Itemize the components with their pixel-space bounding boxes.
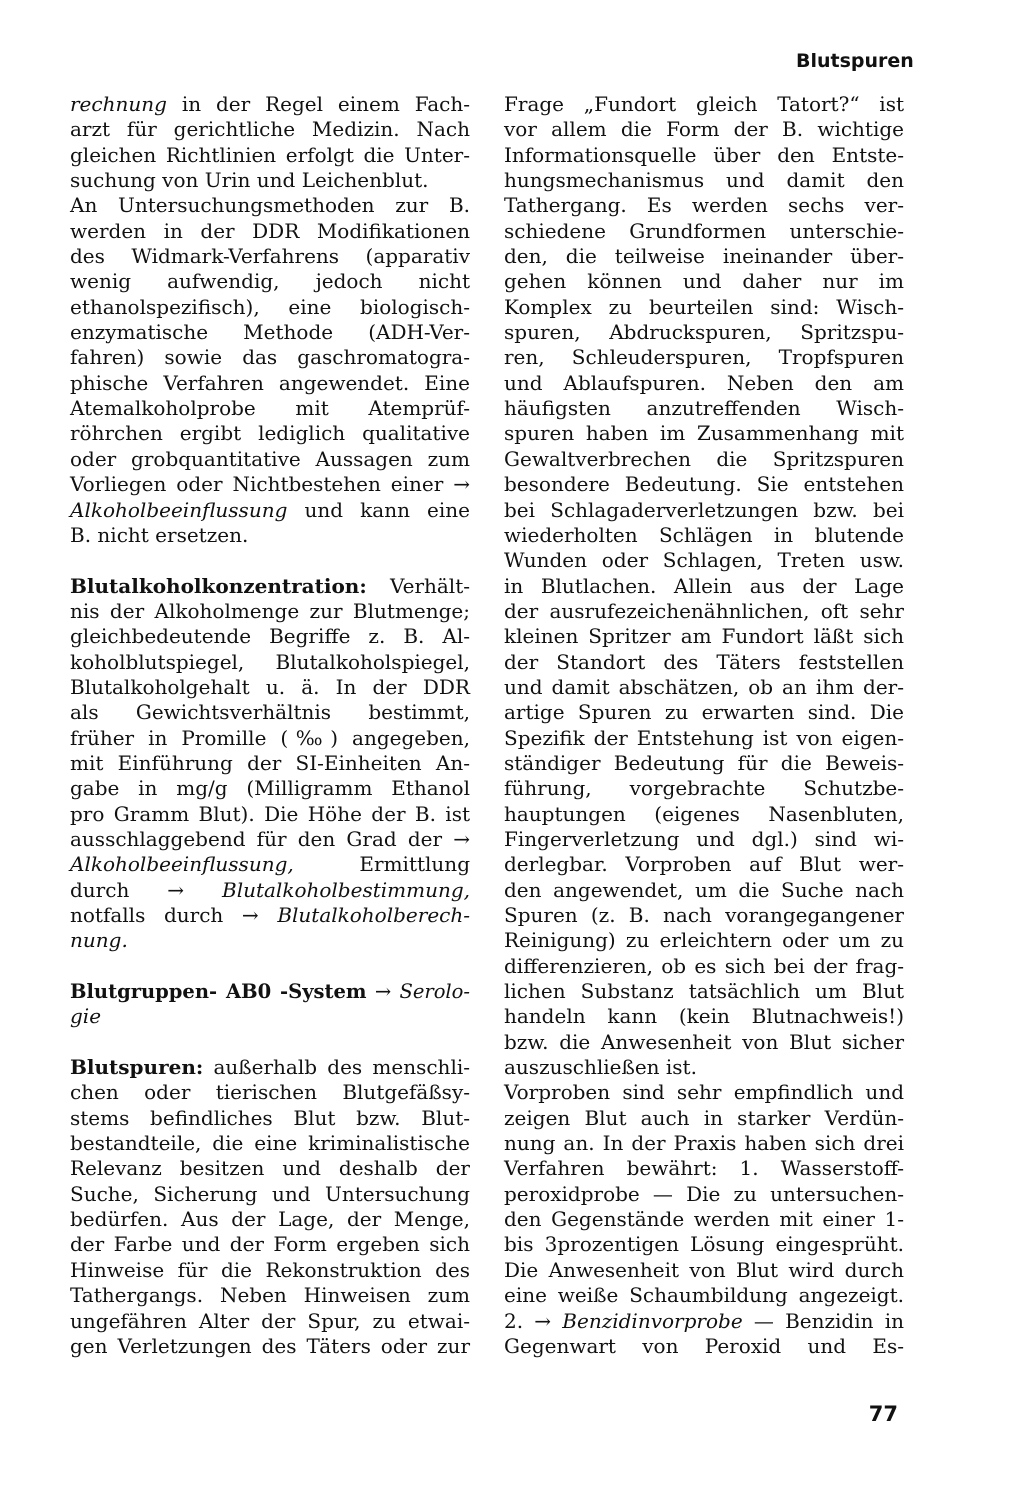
cross-reference[interactable]: Benzidinvorprobe <box>562 1308 743 1333</box>
cross-reference[interactable]: Serolo- <box>399 980 470 1004</box>
text-line: Frage „Fundort gleich Tatort?“ ist <box>504 92 904 116</box>
text-line: spuren haben im Zusammenhang mit <box>504 421 904 446</box>
text-line: peroxidprobe — Die zu untersuchen- <box>504 1181 904 1206</box>
text-line: Spuren (z. B. nach vorangegangener <box>504 903 904 927</box>
text-line: Reinigung) zu erleichtern oder um zu <box>504 928 904 953</box>
text-line: Gewaltverbrechen die Spritzspuren <box>504 446 904 471</box>
text-line <box>70 928 470 953</box>
text-line: Atemalkoholprobe mit Atemprüf- <box>70 396 470 421</box>
cross-reference[interactable]: Blutalkoholberech- <box>277 903 470 927</box>
entry-term: Blutalkoholkonzentration: <box>70 573 367 598</box>
text-line: als Gewichtsverhältnis bestimmt, <box>70 700 470 725</box>
text-line: artige Spuren zu erwarten sind. Die <box>504 700 904 725</box>
text-line: Relevanz besitzen und deshalb der <box>70 1156 470 1181</box>
text-line: gen Verletzungen des Täters oder zur <box>70 1333 470 1358</box>
text-line: Suche, Sicherung und Untersuchung <box>70 1181 470 1206</box>
text-line: hungsmechanismus und damit den <box>504 168 904 193</box>
text-line: besondere Bedeutung. Sie entstehen <box>504 472 904 497</box>
text-line: An Untersuchungsmethoden zur B. <box>70 193 470 218</box>
text-line: Tathergang. Es werden sechs ver- <box>504 193 904 218</box>
text-line: wiederholten Schlägen in blutende <box>504 522 904 547</box>
text-line: röhrchen ergibt lediglich qualitative <box>70 421 470 446</box>
italic-reference: rechnung <box>70 92 167 116</box>
text-line: führung, vorgebrachte Schutzbe- <box>504 776 904 801</box>
text-line: Spezifik der Entstehung ist von eigen- <box>504 725 904 750</box>
text-line: auszuschließen ist. <box>504 1055 697 1080</box>
text-line: stems befindliches Blut bzw. Blut- <box>70 1105 470 1130</box>
text-line: ungefähren Alter der Spur, zu etwai- <box>70 1308 470 1333</box>
cross-reference[interactable]: Alkoholbeeinflussung, <box>70 852 294 877</box>
text-line: Verfahren bewährt: 1. Wasserstoff- <box>504 1156 904 1181</box>
text-line: kleinen Spritzer am Fundort läßt sich <box>504 624 904 649</box>
text-line: mit Einführung der SI-Einheiten An- <box>70 750 470 775</box>
text-line: vor allem die Form der B. wichtige <box>504 117 904 142</box>
text-line: bestandteile, die eine kriminalistische <box>70 1131 470 1156</box>
text-line: chen oder tierischen Blutgefäßsy- <box>70 1080 470 1105</box>
text-line: zeigen Blut auch in starker Verdün- <box>504 1105 904 1130</box>
text-line: handeln kann (kein Blutnachweis!) <box>504 1004 904 1029</box>
text-line: suchung von Urin und Leichenblut. <box>70 168 429 193</box>
text-line: in Blutlachen. Allein aus der Lage <box>504 573 904 598</box>
text-line: ren, Schleuderspuren, Tropfspuren <box>504 345 904 370</box>
text-line: notfalls durch → Blutalkoholberech- <box>70 903 470 927</box>
text-line: 2. → Benzidinvorprobe — Benzidin in <box>504 1308 905 1333</box>
text-line: Komplex zu beurteilen sind: Wisch- <box>504 294 904 319</box>
text-line: der Farbe und der Form ergeben sich <box>70 1232 470 1257</box>
text-line: hauptungen (eigenes Nasenbluten, <box>504 801 904 826</box>
text-line: ständiger Bedeutung für die Beweis- <box>504 750 904 775</box>
text-line: bedürfen. Aus der Lage, der Menge, <box>70 1207 470 1232</box>
text-line: fahren) sowie das gaschromatogra- <box>70 345 470 370</box>
cross-reference[interactable]: nung. <box>70 928 128 953</box>
cross-reference[interactable]: gie <box>70 1004 102 1029</box>
text-line: Vorliegen oder Nichtbestehen einer → <box>70 472 470 497</box>
text-line: derlegbar. Vorproben auf Blut wer- <box>504 852 904 877</box>
text-line: der Standort des Täters feststellen <box>504 649 904 674</box>
text-line: Hinweise für die Rekonstruktion des <box>70 1257 470 1282</box>
cross-reference[interactable]: Blutalkoholbestimmung, <box>222 877 470 902</box>
page-number: 77 <box>868 1402 898 1426</box>
text-line: Blutalkoholgehalt u. ä. In der DDR <box>70 674 470 699</box>
text-line: häufigsten anzutreffenden Wisch- <box>504 396 904 421</box>
text-line: Die Anwesenheit von Blut wird durch <box>504 1257 904 1282</box>
entry-heading-line: Blutgruppen- AB0 -System → Serolo- <box>70 980 470 1004</box>
entry-heading-line: Blutspuren: außerhalb des menschli- <box>70 1055 470 1080</box>
text-line: gleichen Richtlinien erfolgt die Unter- <box>70 142 470 167</box>
cross-reference[interactable]: Alkoholbeeinflussung <box>70 497 288 522</box>
text-line: phische Verfahren angewendet. Eine <box>70 370 470 395</box>
text-line: B. nicht ersetzen. <box>70 522 249 547</box>
text-line: des Widmark-Verfahrens (apparativ <box>70 244 470 269</box>
text-line: Wunden oder Schlagen, Treten usw. <box>504 548 904 573</box>
text-line: ethanolspezifisch), eine biologisch- <box>70 294 470 319</box>
text-line: Alkoholbeeinflussung und kann eine <box>70 497 470 522</box>
text-line: und damit abschätzen, ob an ihm der- <box>504 674 904 699</box>
text-line: durch → Blutalkoholbestimmung, <box>70 877 470 902</box>
text-line: Gegenwart von Peroxid und Es- <box>504 1333 904 1358</box>
text-line: ausschlaggebend für den Grad der → <box>70 826 470 851</box>
text-line: spuren, Abdruckspuren, Spritzspu- <box>504 320 904 345</box>
text-line: früher in Promille (‰) angegeben, <box>70 725 470 750</box>
text-line: gleichbedeutende Begriffe z. B. Al- <box>70 624 470 649</box>
text-line: der ausrufezeichenähnlichen, oft sehr <box>504 598 904 623</box>
right-column <box>504 92 904 1359</box>
text-line: Fingerverletzung und dgl.) sind wi- <box>504 826 904 851</box>
text-line: Vorproben sind sehr empfindlich und <box>504 1080 904 1105</box>
text-line: pro Gramm Blut). Die Höhe der B. ist <box>70 801 470 826</box>
text-line: arzt für gerichtliche Medizin. Nach <box>70 117 470 142</box>
text-line: bei Schlagaderverletzungen bzw. bei <box>504 497 904 522</box>
text-line: Informationsquelle über den Entste- <box>504 142 904 167</box>
text-line: nung an. In der Praxis haben sich drei <box>504 1131 904 1156</box>
text-line: den, die teilweise ineinander über- <box>504 244 904 269</box>
text-line: und Ablaufspuren. Neben den am <box>504 370 904 395</box>
text-line: differenzieren, ob es sich bei der frag- <box>504 953 904 978</box>
text-line: rechnung in der Regel einem Fach- <box>70 92 470 116</box>
text-line: eine weiße Schaumbildung angezeigt. <box>504 1283 904 1308</box>
text-line: enzymatische Methode (ADH-Ver- <box>70 320 470 345</box>
entry-term: Blutspuren: <box>70 1055 204 1080</box>
text-line: gehen können und daher nur im <box>504 269 904 294</box>
text-line: den Gegenstände werden mit einer 1- <box>504 1207 904 1232</box>
entry-heading-line: Blutalkoholkonzentration: Verhält- <box>70 573 470 598</box>
left-column <box>70 92 470 1359</box>
text-line: oder grobquantitative Aussagen zum <box>70 446 470 471</box>
text-line: bzw. die Anwesenheit von Blut sicher <box>504 1029 904 1054</box>
text-line: wenig aufwendig, jedoch nicht <box>70 269 470 294</box>
text-line: koholblutspiegel, Blutalkoholspiegel, <box>70 649 470 674</box>
text-line: gabe in mg/g (Milligramm Ethanol <box>70 776 470 801</box>
text-line: den angewendet, um die Suche nach <box>504 877 904 902</box>
text-line: lichen Substanz tatsächlich um Blut <box>504 979 904 1004</box>
text-line: schiedene Grundformen unterschie- <box>504 218 904 243</box>
text-line <box>70 1004 470 1029</box>
text-line: Alkoholbeeinflussung, Ermittlung <box>70 852 470 877</box>
entry-term: Blutgruppen- AB0 -System <box>70 980 367 1004</box>
running-header: Blutspuren <box>796 50 914 72</box>
text-line: bis 3prozentigen Lösung eingesprüht. <box>504 1232 904 1257</box>
text-line: nis der Alkoholmenge zur Blutmenge; <box>70 598 470 623</box>
text-line: werden in der DDR Modifikationen <box>70 218 470 243</box>
text-line: Tathergangs. Neben Hinweisen zum <box>70 1283 470 1308</box>
